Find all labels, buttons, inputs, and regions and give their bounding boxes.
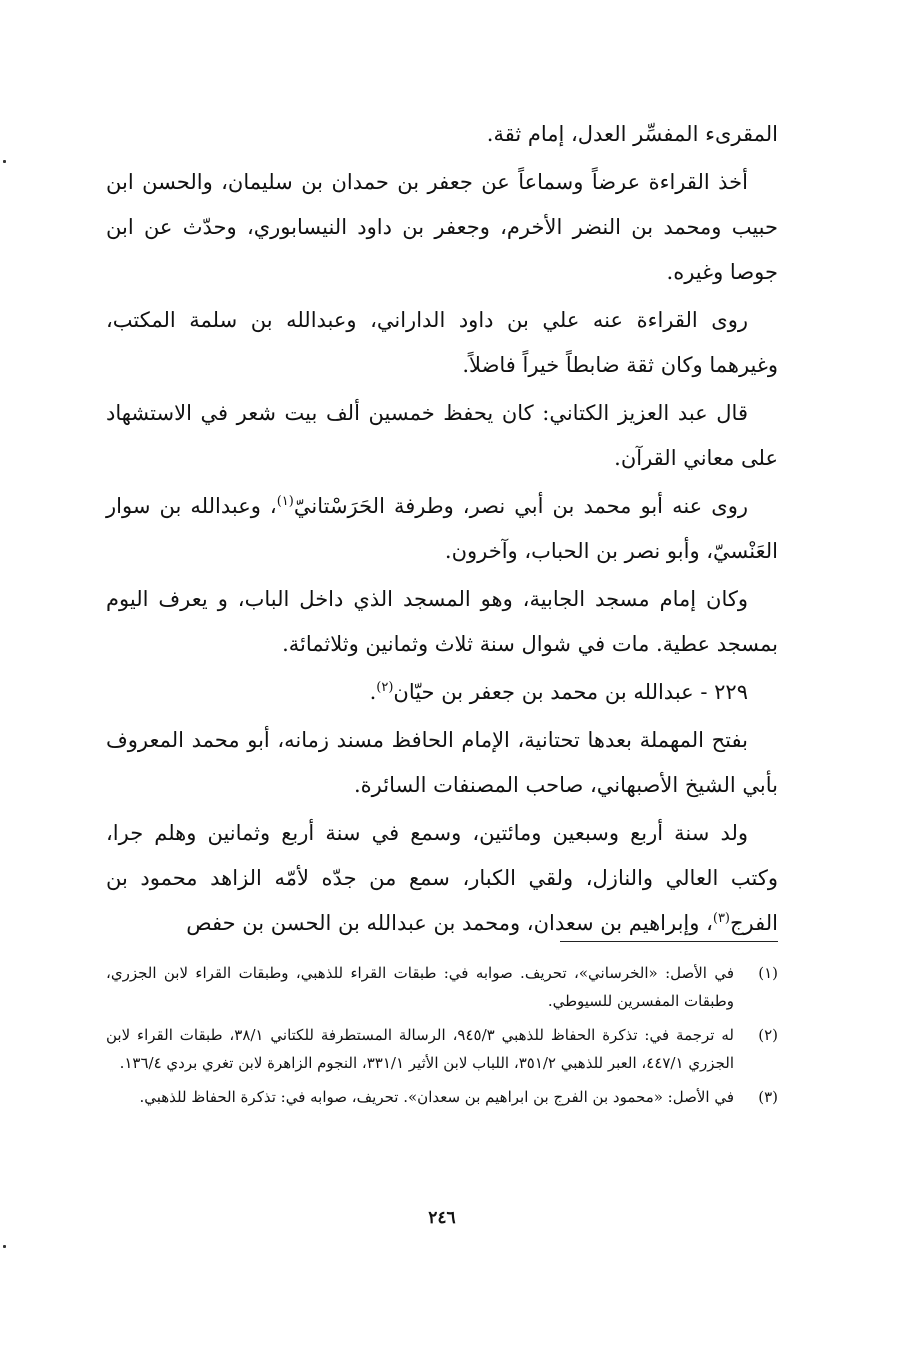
paragraph-3: روى القراءة عنه علي بن داود الداراني، وعبدالله بن سلمة المكتب، وغيرهما وكان ثقة ضابطاً خيراً فاضلاً. xyxy=(106,308,778,377)
footnote-ref-2[interactable]: (٢) xyxy=(376,680,394,695)
paragraph-1: المقرىء المفسِّر العدل، إمام ثقة. xyxy=(486,122,778,146)
paragraph-5-text-b: ، وعبدالله بن سوار العَنْسيّ، وأبو نصر بن الحباب، وآخرون. xyxy=(106,494,778,563)
margin-mark-top xyxy=(3,160,6,163)
book-page xyxy=(106,112,778,1312)
footnote-number: (٢) xyxy=(758,1026,778,1044)
paragraph-5 xyxy=(106,484,778,574)
paragraph-6: وكان إمام مسجد الجابية، وهو المسجد الذي داخل الباب، و يعرف اليوم بمسجد عطية. مات في شوال سنة ثلاث وثمانين وثلاثمائة. xyxy=(106,587,778,656)
footnote-3 xyxy=(106,1083,778,1111)
paragraph-4: قال عبد العزيز الكتاني: كان يحفظ خمسين ألف بيت شعر في الاستشهاد على معاني القرآن. xyxy=(106,401,778,470)
footnote-text: في الأصل: «محمود بن الفرج بن ابراهيم بن سعدان». تحريف، صوابه في: تذكرة الحفاظ للذهبي. xyxy=(139,1088,734,1106)
entry-heading-end: . xyxy=(369,680,377,704)
footnote-number: (١) xyxy=(758,964,778,982)
footnote-text: له ترجمة في: تذكرة الحفاظ للذهبي ٩٤٥/٣، الرسالة المستطرفة للكتاني ٣٨/١، طبقات القراء لابن الجزري ٤٤٧/١، العبر للذهبي ٣٥١/٢، اللباب لابن الأثير ٣٣١/١، النجوم الزاهرة لابن تغري بردي ١٣٦/٤. xyxy=(106,1026,734,1072)
footnote-separator xyxy=(560,941,778,942)
entry-heading-text: ٢٢٩ - عبدالله بن محمد بن جعفر بن حيّان xyxy=(393,680,748,704)
footnote-2 xyxy=(106,1021,778,1077)
footnote-ref-1[interactable]: (١) xyxy=(276,494,294,509)
paragraph-8 xyxy=(106,811,778,946)
footnote-number: (٣) xyxy=(758,1088,778,1106)
page-number: ٢٤٦ xyxy=(428,1208,456,1228)
paragraph-8-text-a: ولد سنة أربع وسبعين ومائتين، وسمع في سنة أربع وثمانين وهلم جرا، وكتب العالي والنازل، ولقي الكبار، سمع من جدّه لأمّه الزاهد محمود بن الفرج xyxy=(106,821,778,935)
footnote-text: في الأصل: «الخرساني»، تحريف. صوابه في: طبقات القراء للذهبي، وطبقات القراء لابن الجزري، وطبقات المفسرين للسيوطي. xyxy=(106,964,734,1010)
entry-heading xyxy=(106,670,778,715)
main-text xyxy=(106,112,778,946)
footnote-1 xyxy=(106,959,778,1015)
paragraph-8-text-b: ، وإبراهيم بن سعدان، ومحمد بن عبدالله بن الحسن بن حفص xyxy=(186,911,713,935)
footnotes xyxy=(106,959,778,1117)
paragraph-2: أخذ القراءة عرضاً وسماعاً عن جعفر بن حمدان بن سليمان، والحسن ابن حبيب ومحمد بن النضر الأخرم، وجعفر بن داود النيسابوري، وحدّث عن ابن جوصا وغيره. xyxy=(106,170,778,284)
paragraph-7: بفتح المهملة بعدها تحتانية، الإمام الحافظ مسند زمانه، أبو محمد المعروف بأبي الشيخ الأصبهاني، صاحب المصنفات السائرة. xyxy=(106,728,778,797)
paragraph-5-text-a: روى عنه أبو محمد بن أبي نصر، وطرفة الحَرَسْتانيّ xyxy=(293,494,748,518)
margin-mark-bottom xyxy=(3,1245,6,1248)
footnote-ref-3[interactable]: (٣) xyxy=(712,911,730,926)
